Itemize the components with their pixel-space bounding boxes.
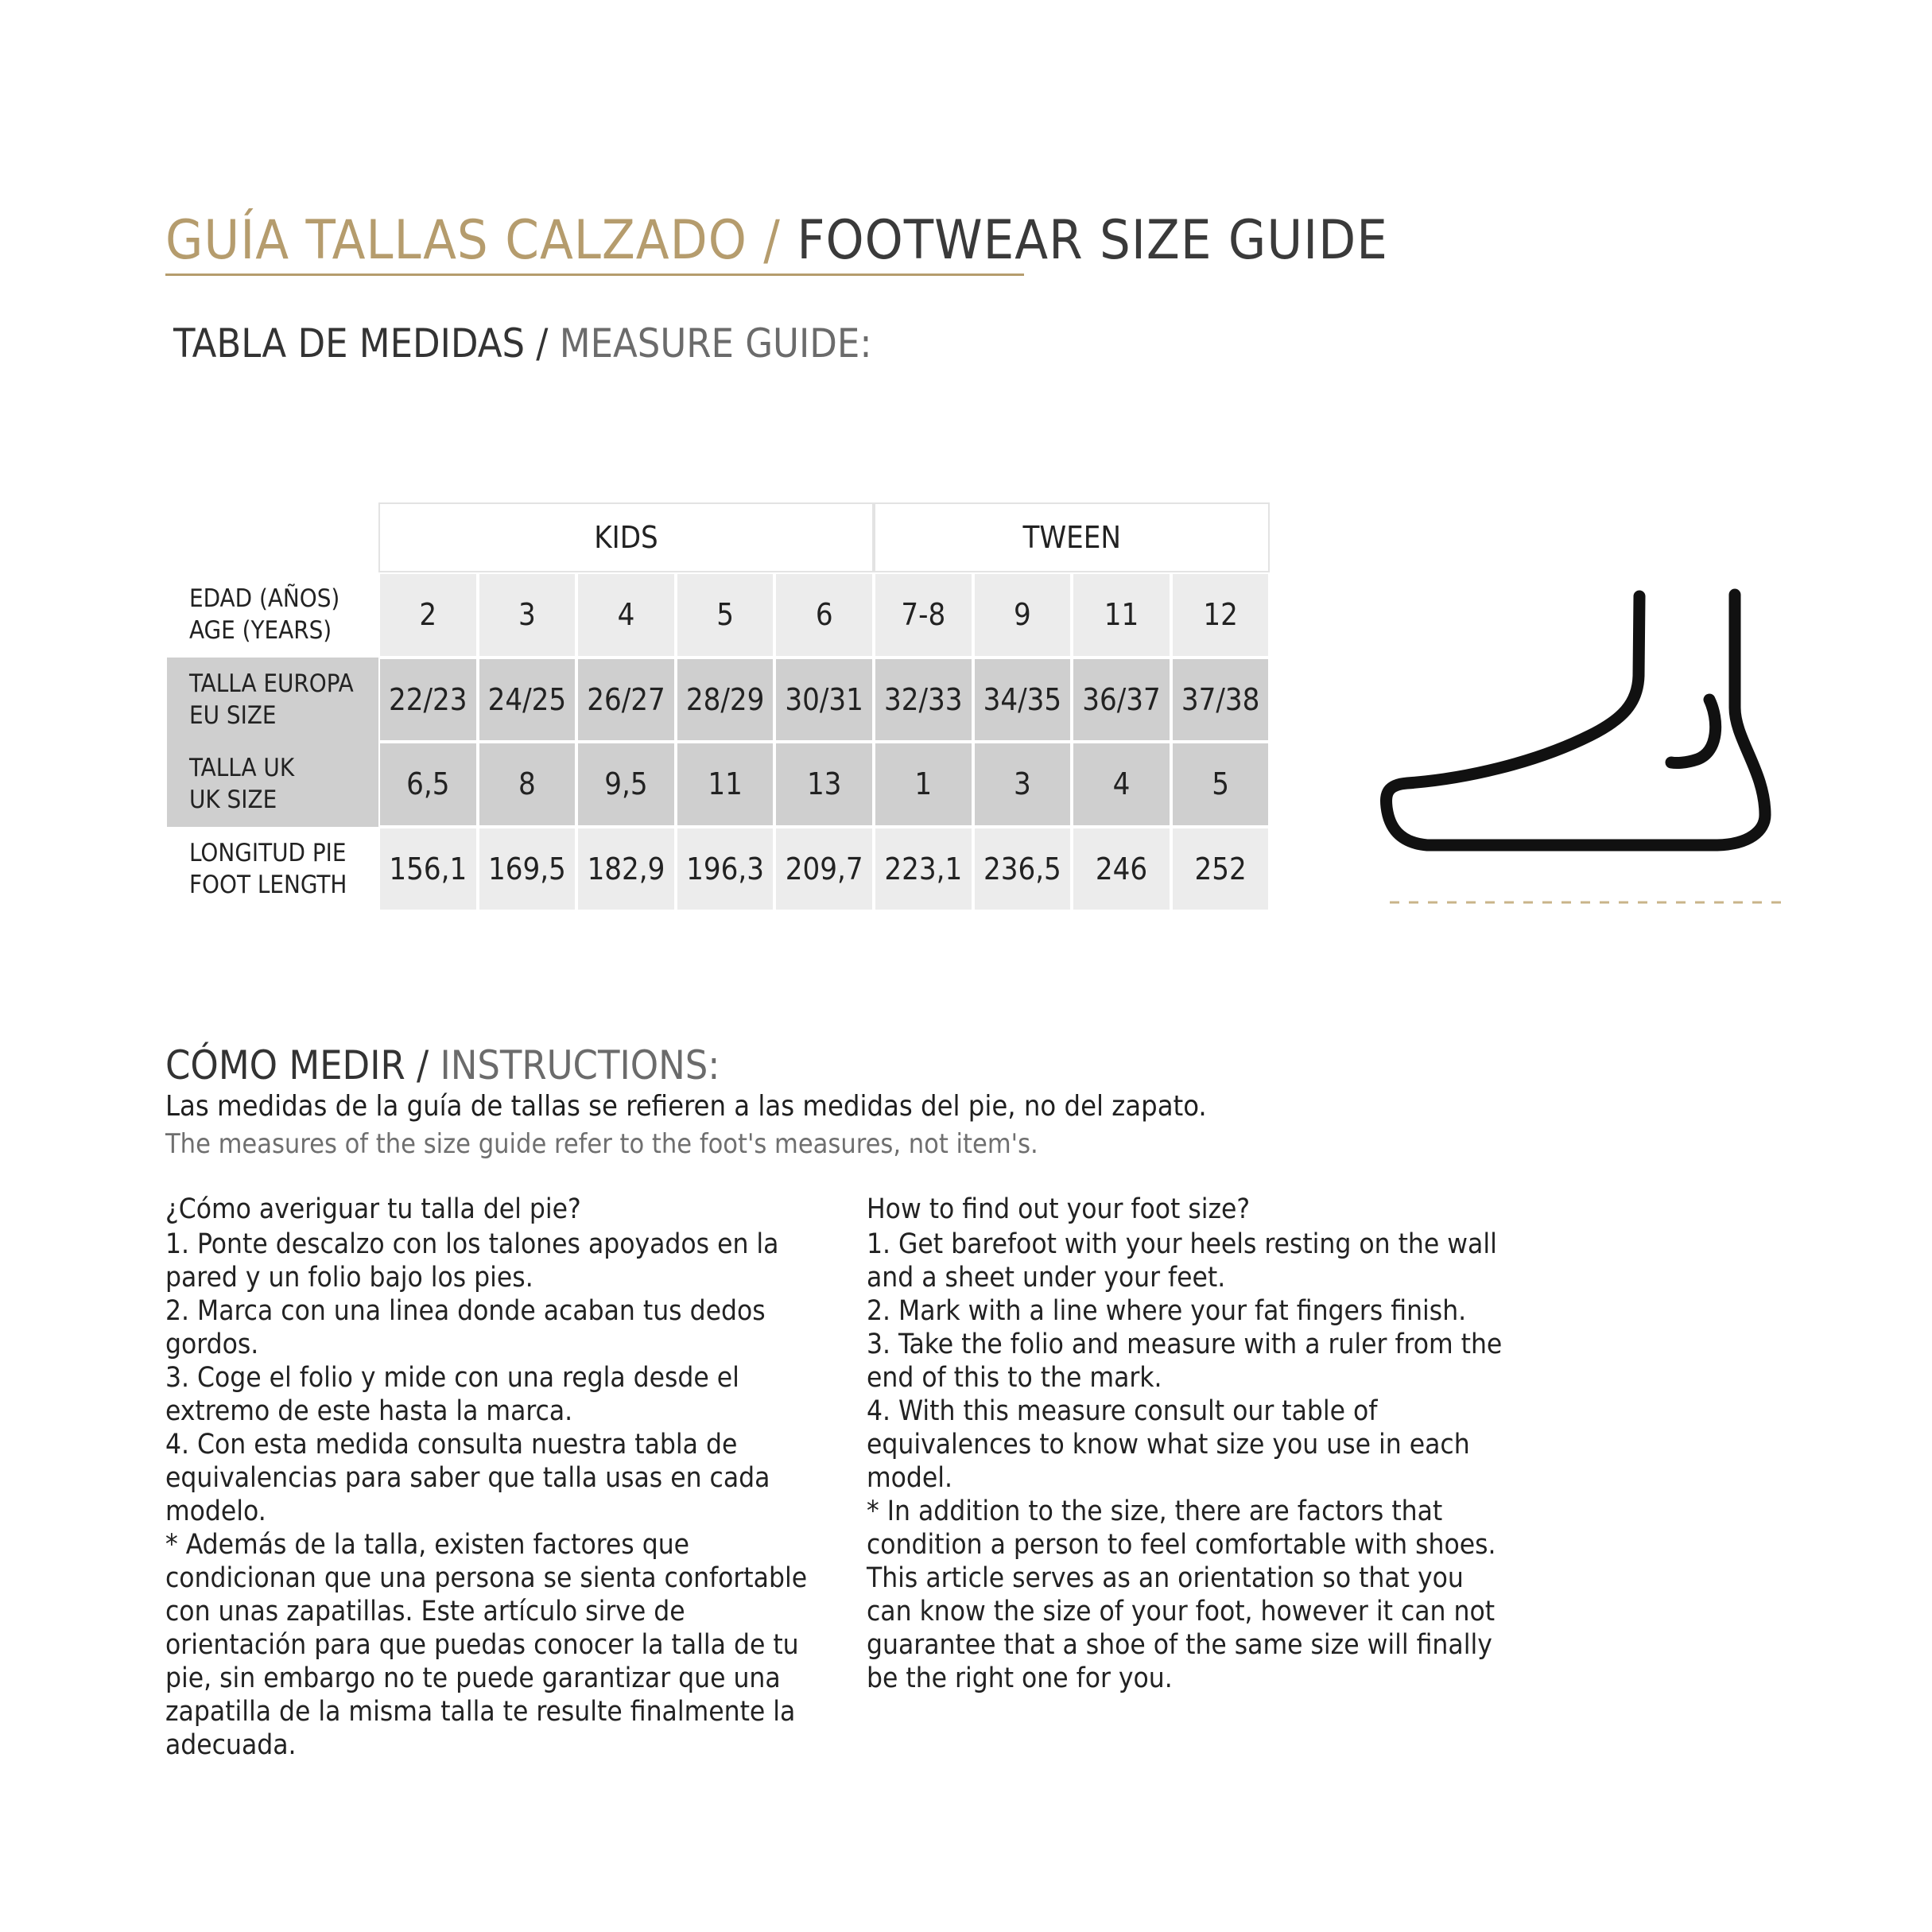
note-es: Las medidas de la guía de tallas se refieren a las medidas del pie, no del zapato. [165,1090,1207,1123]
step-en: 4. With this measure consult our table of equivalences to know what size you use in each model. [867,1395,1470,1494]
table-cell: 6 [776,574,872,656]
table-cell: 32/33 [875,659,972,741]
table-cell: 36/37 [1073,659,1170,741]
table-cell: 34/35 [975,659,1071,741]
table-cell: 22/23 [380,659,476,741]
table-cell: 4 [1073,743,1170,825]
table-cell: 4 [578,574,674,656]
instructions-heading [165,1040,720,1091]
foot-outline-icon [1375,588,1789,914]
row-label-es: TALLA EUROPA [189,669,354,698]
row-label [167,827,378,912]
table-cell: 209,7 [776,828,872,910]
measure-guide-heading-en: MEASURE GUIDE: [559,320,872,367]
row-label-en: AGE (YEARS) [189,616,332,646]
table-cell: 252 [1173,828,1269,910]
disclaimer-es: * Además de la talla, existen factores que condicionan que una persona se sienta confortable con unas zapatillas. Este artículo sirve de orientación para que puedas conocer la talla de tu pie, sin embargo no te puede garantizar que una zapatilla de la misma talla te resulte finalmente la adecuada. [165,1529,808,1761]
instructions-en [867,1193,1511,1695]
measure-guide-heading [173,318,871,369]
step-en: 2. Mark with a line where your fat fingers finish. [867,1295,1467,1327]
row-label-es: EDAD (AÑOS) [189,584,340,614]
step-es: 3. Coge el folio y mide con una regla desde el extremo de este hasta la marca. [165,1362,739,1427]
table-cell: 28/29 [677,659,774,741]
row-label [167,658,378,743]
table-cell: 182,9 [578,828,674,910]
question-es: ¿Cómo averiguar tu talla del pie? [165,1193,581,1225]
table-cell: 24/25 [479,659,576,741]
table-cell: 8 [479,743,576,825]
table-cell: 223,1 [875,828,972,910]
table-cell: 2 [380,574,476,656]
table-cell: 9,5 [578,743,674,825]
table-cell: 11 [677,743,774,825]
row-label-en: FOOT LENGTH [189,870,347,899]
instructions-heading-es: CÓMO MEDIR / [165,1042,440,1088]
table-cell: 3 [479,574,576,656]
table-cell: 7-8 [875,574,972,656]
group-header-kids: KIDS [378,502,874,572]
table-cell: 5 [677,574,774,656]
row-label [167,572,378,658]
disclaimer-en: * In addition to the size, there are factors that condition a person to feel comfortable with shoes. This article serves as an orientation so that you can know the size of your foot, however it can not guarantee that a shoe of the same size will finally be the right one for you. [867,1496,1496,1694]
table-cell: 37/38 [1173,659,1269,741]
row-label-en: EU SIZE [189,700,277,730]
row-label-es: LONGITUD PIE [189,838,347,867]
row-label [167,742,378,827]
table-cell: 156,1 [380,828,476,910]
table-cell: 9 [975,574,1071,656]
group-header-tween: TWEEN [874,502,1270,572]
table-cell: 169,5 [479,828,576,910]
table-cell: 13 [776,743,872,825]
page-title-es: GUÍA TALLAS CALZADO / [165,209,797,272]
page-title [165,208,1388,276]
table-cell: 1 [875,743,972,825]
page-title-en: FOOTWEAR SIZE GUIDE [797,209,1388,272]
table-cell: 26/27 [578,659,674,741]
row-label-es: TALLA UK [189,754,295,783]
table-cell: 30/31 [776,659,872,741]
row-label-en: UK SIZE [189,786,277,815]
step-en: 3. Take the folio and measure with a ruler from the end of this to the mark. [867,1329,1503,1394]
step-es: 2. Marca con una linea donde acaban tus dedos gordos. [165,1295,766,1360]
question-en: How to find out your foot size? [867,1193,1251,1225]
table-cell: 11 [1073,574,1170,656]
table-cell: 5 [1173,743,1269,825]
instructions-es [165,1193,809,1762]
size-table [167,502,1267,911]
step-es: 1. Ponte descalzo con los talones apoyados en la pared y un folio bajo los pies. [165,1228,779,1294]
table-cell: 12 [1173,574,1269,656]
step-en: 1. Get barefoot with your heels resting on the wall and a sheet under your feet. [867,1228,1497,1294]
table-cell: 3 [975,743,1071,825]
table-cell: 246 [1073,828,1170,910]
table-cell: 6,5 [380,743,476,825]
note-en: The measures of the size guide refer to the foot's measures, not item's. [165,1128,1038,1160]
instructions-heading-en: INSTRUCTIONS: [440,1042,720,1088]
table-cell: 236,5 [975,828,1071,910]
measure-guide-heading-es: TABLA DE MEDIDAS / [173,320,560,367]
table-cell: 196,3 [677,828,774,910]
step-es: 4. Con esta medida consulta nuestra tabla de equivalencias para saber que talla usas en cada modelo. [165,1429,770,1527]
